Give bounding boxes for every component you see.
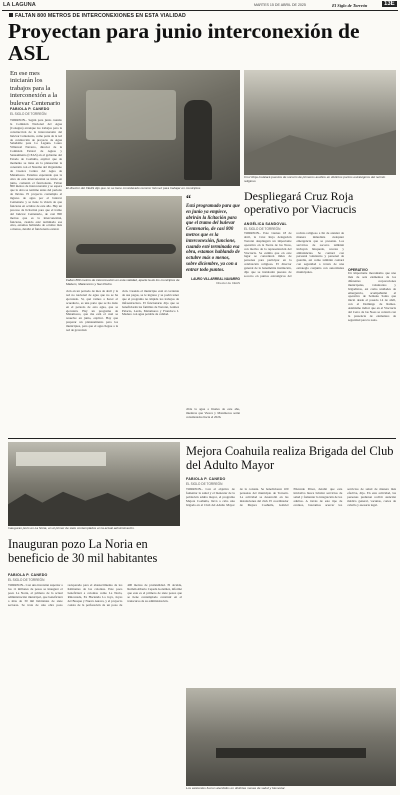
cruzroja-outlet: EL SIGLO DE TORREÓN (244, 227, 281, 231)
hillside-shape (244, 125, 396, 175)
lanoria-photo (8, 442, 180, 526)
lead-outlet: EL SIGLO DE TORREÓN (10, 112, 47, 116)
lead-deck: En ese mes iniciarán los trabajos para la interconexión a la bulevar Centenario (10, 70, 61, 107)
lanoria-body: TORREÓN.- Con una inversión superior a los 11 millones de pesos se inauguró el pozo La Noria, el primero de la actual administración municipal, que beneficiará a más de 30 mil habitantes de siete sectores. Se trata de una obra pozo recuperado para el abastecimiento de los habitantes de las colonias. Este pozo beneficiará a colonias como La Noria, Rinconada, Ex Hacienda La Joya, Joyas del Bosque y Nueva Aurora, y el proyecto consta de la perforación de un pozo de 400 metros de profundidad. El alcalde, Román Alberto Cepeda González, informó que este es el primero de siete pozos que se tiene contemplado construir en el transcurso de su administración. (8, 584, 182, 607)
crowd-shape (8, 490, 180, 526)
brigada-headline: Mejora Coahuila realiza Brigada del Club del Adulto Mayor (186, 444, 394, 472)
lanoria-photo-caption: Inauguran pozo en La Noria, en el primer de siete contemplados en la actual administración. (8, 526, 135, 530)
brigada-body: TORREÓN.- Con el objetivo de fomentar la salud y el bienestar de la población adulta mayor, el programa Mejora Coahuila, llevó a cabo una brigada en el Club del Adulto Mayor de la colonia. Se beneficiaron 100 personas del municipio de Torreón. La actividad se desarrolló en las instalaciones del club. El coordinador de Mejora Coahuila, Gabriel Elizondo Pérez, detalló que esta iniciativa busca brindar servicios de salud y fomentar la integración de los adultos. A través de este tipo de eventos, buscamos acercar los servicios de salud de manera más efectiva, dijo. En esta actividad, las personas pudieron recibir atención médica general, vacunas, cortes de cabello y asesoría legal. (186, 488, 396, 507)
brigada-photo-caption: Los asistentes fueron atendidos en distintas mesas de salud y bienestar. (186, 786, 286, 790)
lead-body-col3: ción. Cuando el municipio está al corriente de sus pagos, se le ingresa y se podrá tener que el programa no impida los trabajos de infraestructura. El funcionario dijo que se beneficiarán las familias de Torreón, Gómez Palacio, Lerdo, Matamoros y Francisco I. Madero con agua potable de calidad. (122, 290, 179, 317)
lead-photo-secondary-caption: Faltan 800 metros de interconexión en esta vialidad, aparte la de los municipios de Madero, Matamoros y San Pedro. (66, 278, 180, 286)
brigada-outlet: EL SIGLO DE TORREÓN (186, 482, 223, 486)
lanoria-headline: Inauguran pozo La Noria en beneficio de 30 mil habitantes (8, 537, 158, 565)
table-shape (216, 748, 366, 758)
lead-body-col5: cible la agua a finales de este año, mientras que Viesca y Matamoros serán considerados hacia el 2026. (186, 408, 240, 419)
lanoria-outlet: EL SIGLO DE TORREÓN (8, 578, 45, 582)
newspaper-name: El Siglo de Torreón (332, 2, 368, 8)
banner-shape (16, 452, 106, 466)
cruzroja-photo-caption: Cruz Roja instalará puestos de socorro de primeros auxilios en distintos puntos estratégicos del recinto religioso. (244, 175, 386, 183)
section-divider (8, 438, 396, 439)
cruzroja-operativo-head: OPERATIVO (348, 268, 368, 272)
lead-photo-secondary (66, 196, 182, 278)
pipe-shape (76, 244, 176, 254)
cruzroja-author: ANGÉLICA SANDOVAL (244, 222, 287, 226)
cruzroja-body-2: Un importante mecanismo que une más de seis elementos de los diferentes corporaciones municipales, voluntarios y brigadistas, así como unidades de emergencia, acompañarán el operativo de Semana Santa que inició desde el pasado 14 de abril, con el Domingo de Ramos. Asimismo indicó que en el Viacrucis del Cerro de las Noas se contará con la presencia de elementos de seguridad para la zona. (348, 272, 396, 322)
quote-author: LAURO VILLARREAL NAVARRO (191, 276, 240, 281)
water-tank-shape (86, 90, 176, 140)
quote-role: Director de CEAS (216, 280, 240, 285)
page-number: 13E (384, 1, 395, 7)
cruzroja-body: TORREÓN.- Este viernes 18 de abril, la Cruz Roja delegación Torreón despliegará un importante operativo en la Sierra de las Noas, con motivo de la representación del Viacrucis. Se estima que en este lugar se concentren miles de personas para participar en la celebración religiosa. El director general de la benemérita institución, dijo que se instalarán puestos de socorro en puntos estratégicos del recinto religioso a fin de atender de manera inmediata cualquier emergencia que se presente. Los servicios de socorro también incluyen búsqueda, rescate y ambulancias. Se contará con personal voluntario y personal de guardia, así como también contará con seguridad a través de una estrategia conjunta con autoridades municipales. (244, 232, 344, 278)
quote-mark-icon: “ (186, 194, 191, 205)
lead-author: FABIOLA P. CANEDO (10, 107, 50, 111)
lead-body-col2: ción en un periodo de mes de abril y la red no nacional de agua que no se ha ejecutado. Sí, qué vamos a hacer el acueducto, es una parte que se ha dado en el periodo de esta agua, que se ejecutará. Hay un programa de Matamoros, que me está el cual se resuelve en junio, explicó. Hay que preparar un planteamiento para los municipios, para que el agua llegue a la red de gravedad. (66, 290, 118, 333)
lanoria-author: FABIOLA P. CANEDO (8, 573, 48, 577)
brigada-author: FABIOLA P. CANEDO (186, 477, 226, 481)
page-date: MARTES 15 DE ABRIL DE 2025 (254, 3, 306, 7)
brigada-photo (186, 688, 396, 786)
cruzroja-operativo-block (348, 268, 396, 432)
lead-headline: Proyectan para junio interconexión de ASL (8, 19, 360, 65)
lead-pull-quote: “ Está programado para que en junio ya empiece, abrirán la licitación para que el tramo del bulevar Centenario, de casi 800 metros que es la interconexión, funcione, cuando esté terminada esa obra, estamos hablando de octubre más o menos, sobre diciembre, ya con a entrar todo puntos. LAURO VILLARREAL NAVARRO Director de CEAS (186, 194, 240, 285)
square-bullet-icon (9, 13, 13, 17)
section-name: LA LAGUNA (3, 2, 36, 8)
cruzroja-headline: Despliegará Cruz Roja operativo por Viacrucis (244, 189, 357, 216)
lead-photo-main-caption: El director del CEAS dijo que no se tiene considerado recorrer Gómez para trabajar en municipios. (66, 186, 202, 190)
cruzroja-photo (244, 70, 396, 175)
lead-body: TORREÓN.- Según para junio cuando la Comisión Nacional del Agua (Conagua) arranque los trabajos para la construcción de la interconexión del bulevar Centenario, como parte de la red de conducción de proyecto de Agua Saludable para La Laguna. Lauro Villarreal Navarro, director de la Comisión Estatal de Aguas y Saneamiento (CEAS) en el gobierno del Estado de Coahuila, explicó que de momento se tiene en la planeación la conexión con el Sistema del Organismo de Cuenca Centro del Agua de Matamoros. Estamos esperando que la obra de esta interconexión se inicie en junio, comentó el funcionario. Faltan 800 metros de interconexión y se espera que la obra se termine antes del periodo de lluvias. El proyecto contempla el ingreso de agua por el bulevar Centenario y se tiene la visión de que funcione en octubre de este año. Hay un proceso de licitación para que el tramo del bulevar Centenario, de casi 800 metros que es la interconexión, funcione, cuando esté terminada esa obra, estamos hablando de octubre más o menos, detalló el funcionario estatal. (10, 119, 62, 232)
person-silhouette (184, 100, 212, 180)
page-header (2, 1, 398, 11)
lead-kicker: FALTAN 800 METROS DE INTERCONEXIONES EN ESTA VIALIDAD (9, 13, 186, 19)
lead-photo-main (66, 70, 240, 186)
